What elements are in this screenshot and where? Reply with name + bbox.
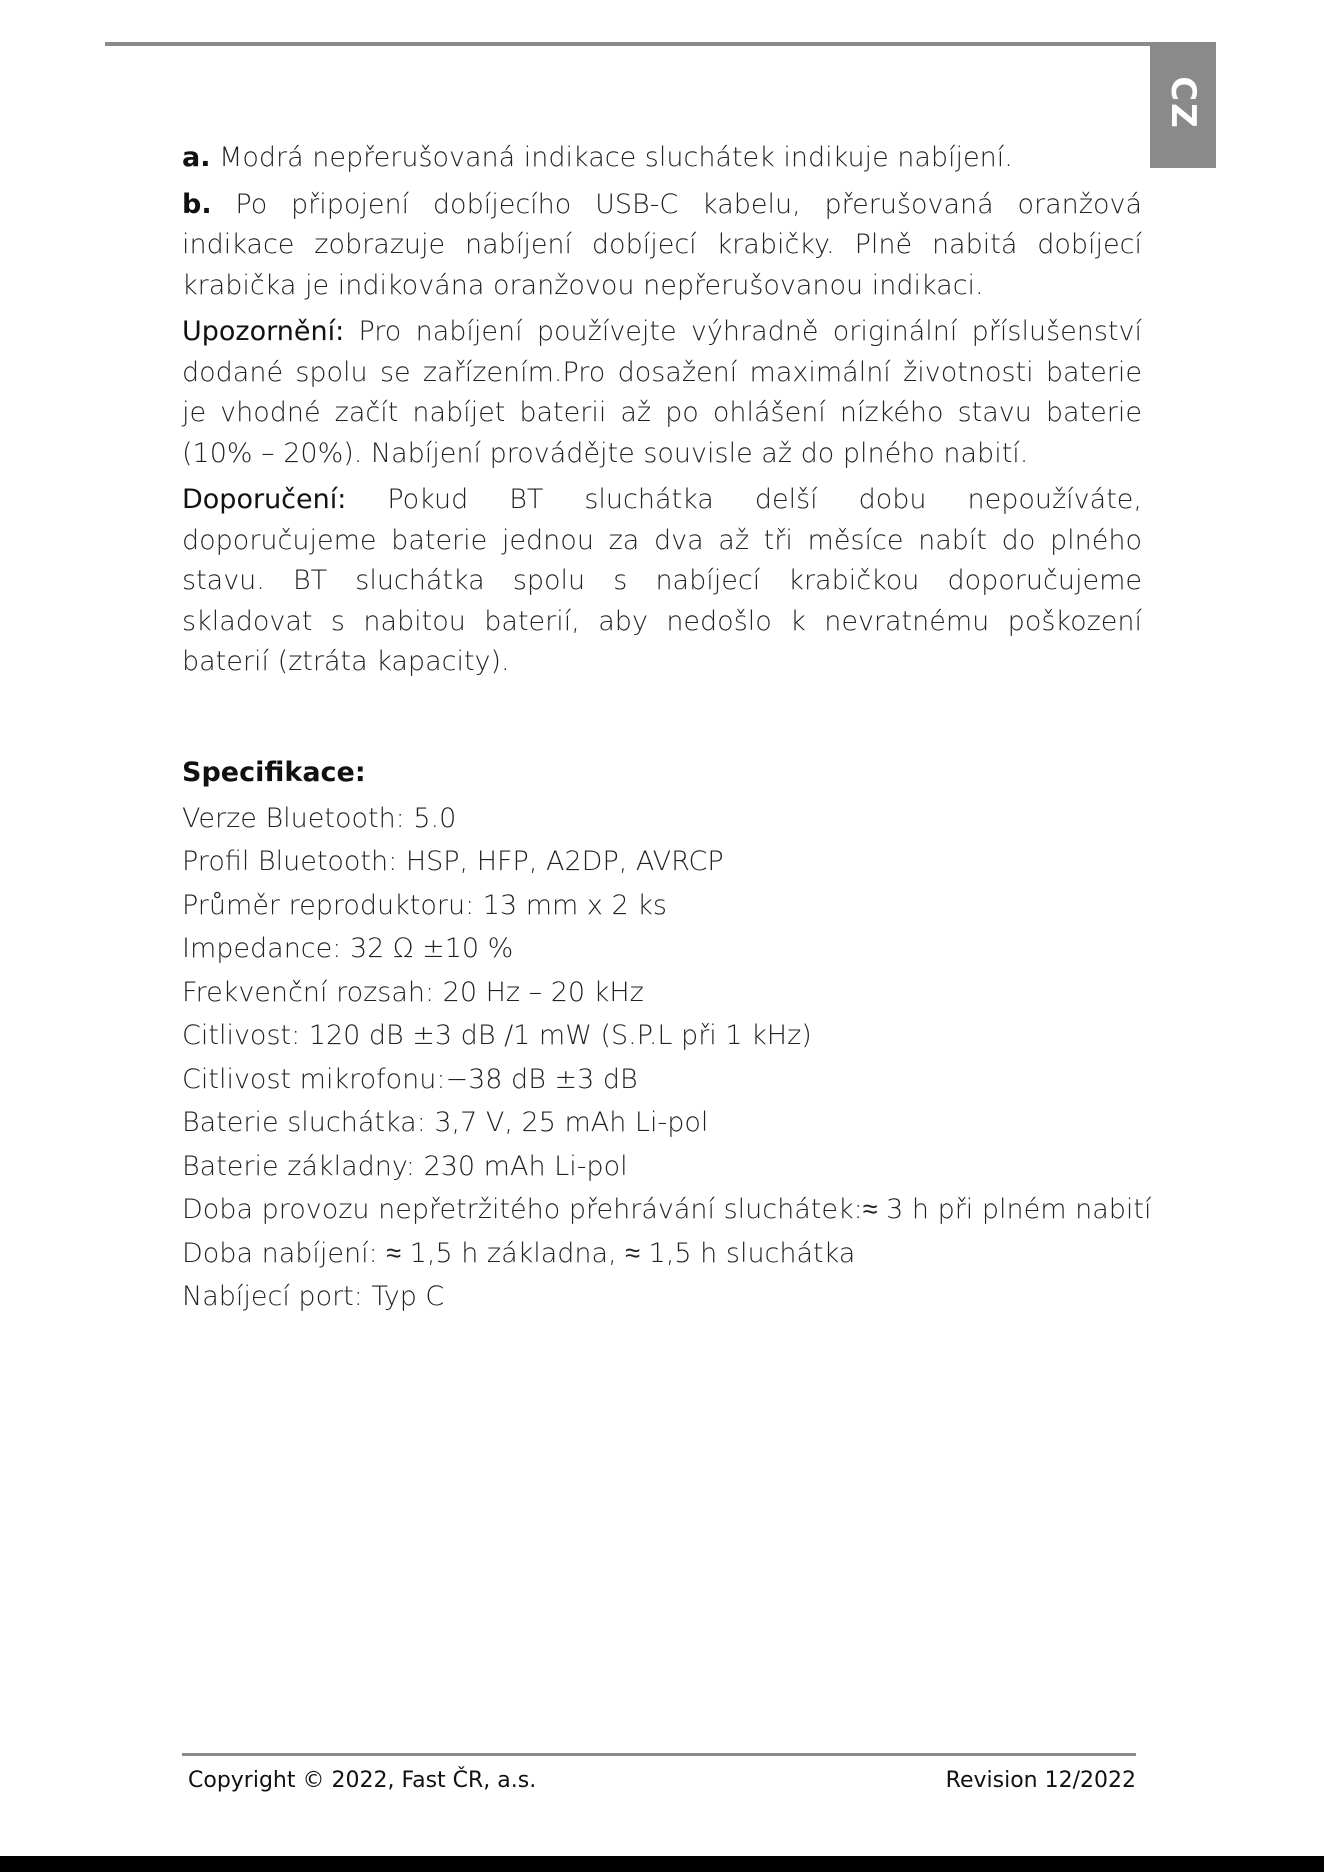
footer-revision: Revision 12/2022	[945, 1768, 1136, 1793]
language-tab-label: CZ	[1163, 76, 1203, 130]
bottom-edge-bar	[0, 1856, 1324, 1872]
paragraph-a-text: Modrá nepřerušovaná indikace sluchátek indikuje nabíjení.	[210, 142, 1013, 173]
spec-item: Verze Bluetooth: 5.0	[182, 802, 457, 834]
warning-paragraph	[182, 312, 1142, 474]
footer-rule	[182, 1753, 1136, 1756]
spec-item: Doba nabíjení: ≈ 1,5 h základna, ≈ 1,5 h sluchátka	[182, 1237, 856, 1269]
spec-item: Profil Bluetooth: HSP, HFP, A2DP, AVRCP	[182, 846, 724, 877]
spec-title: Specifikace:	[182, 756, 366, 788]
paragraph-a-lead: a.	[182, 142, 211, 173]
spec-item: Citlivost: 120 dB ±3 dB /1 mW (S.P.L při 1 kHz)	[182, 1020, 812, 1051]
spec-item: Baterie sluchátka: 3,7 V, 25 mAh Li-pol	[182, 1107, 709, 1138]
warning-lead: Upozornění:	[182, 316, 345, 347]
spec-item: Impedance: 32 Ω ±10 %	[182, 933, 514, 964]
spec-list	[182, 797, 1152, 1319]
paragraph-b-lead: b.	[182, 188, 212, 220]
top-rule	[105, 42, 1216, 46]
spec-item: Průměr reproduktoru: 13 mm x 2 ks	[182, 889, 667, 921]
spec-item: Citlivost mikrofonu:−38 dB ±3 dB	[182, 1063, 638, 1095]
warning-text: Pro nabíjení používejte výhradně originální příslušenství dodané spolu se zařízením.Pro dosažení maximální životnosti baterie je vhodné začít nabíjet baterii až po ohlášení nízkého stavu baterie (10% – 20%). Nabíjení provádějte souvisle až do plného nabití.	[182, 316, 1142, 469]
paragraph-a	[182, 138, 1142, 179]
spec-item: Frekvenční rozsah: 20 Hz – 20 kHz	[182, 976, 644, 1008]
recommendation-text: Pokud BT sluchátka delší dobu nepoužíváte, doporučujeme baterie jednou za dva až tři měsíce nabít do plného stavu. BT sluchátka spolu s nabíjecí krabičkou doporučujeme skladovat s nabitou baterií, aby nedošlo k nevratnému poškození baterií (ztráta kapacity).	[182, 484, 1142, 677]
spec-item: Nabíjecí port: Typ C	[182, 1281, 445, 1312]
language-tab	[1150, 43, 1216, 168]
spec-item: Doba provozu nepřetržitého přehrávání sluchátek:≈ 3 h při plném nabití	[182, 1194, 1152, 1225]
footer-copyright: Copyright © 2022, Fast ČR, a.s.	[188, 1768, 537, 1793]
paragraph-b-text: Po připojení dobíjecího USB-C kabelu, přerušovaná oranžová indikace zobrazuje nabíjení dobíjecí krabičky. Plně nabitá dobíjecí krabička je indikována oranžovou nepřerušovanou indikaci.	[182, 188, 1142, 301]
paragraph-b	[182, 185, 1142, 307]
recommendation-lead: Doporučení:	[182, 484, 347, 515]
recommendation-paragraph	[182, 480, 1142, 683]
page-content	[182, 138, 1152, 1319]
spec-item: Baterie základny: 230 mAh Li-pol	[182, 1150, 628, 1182]
